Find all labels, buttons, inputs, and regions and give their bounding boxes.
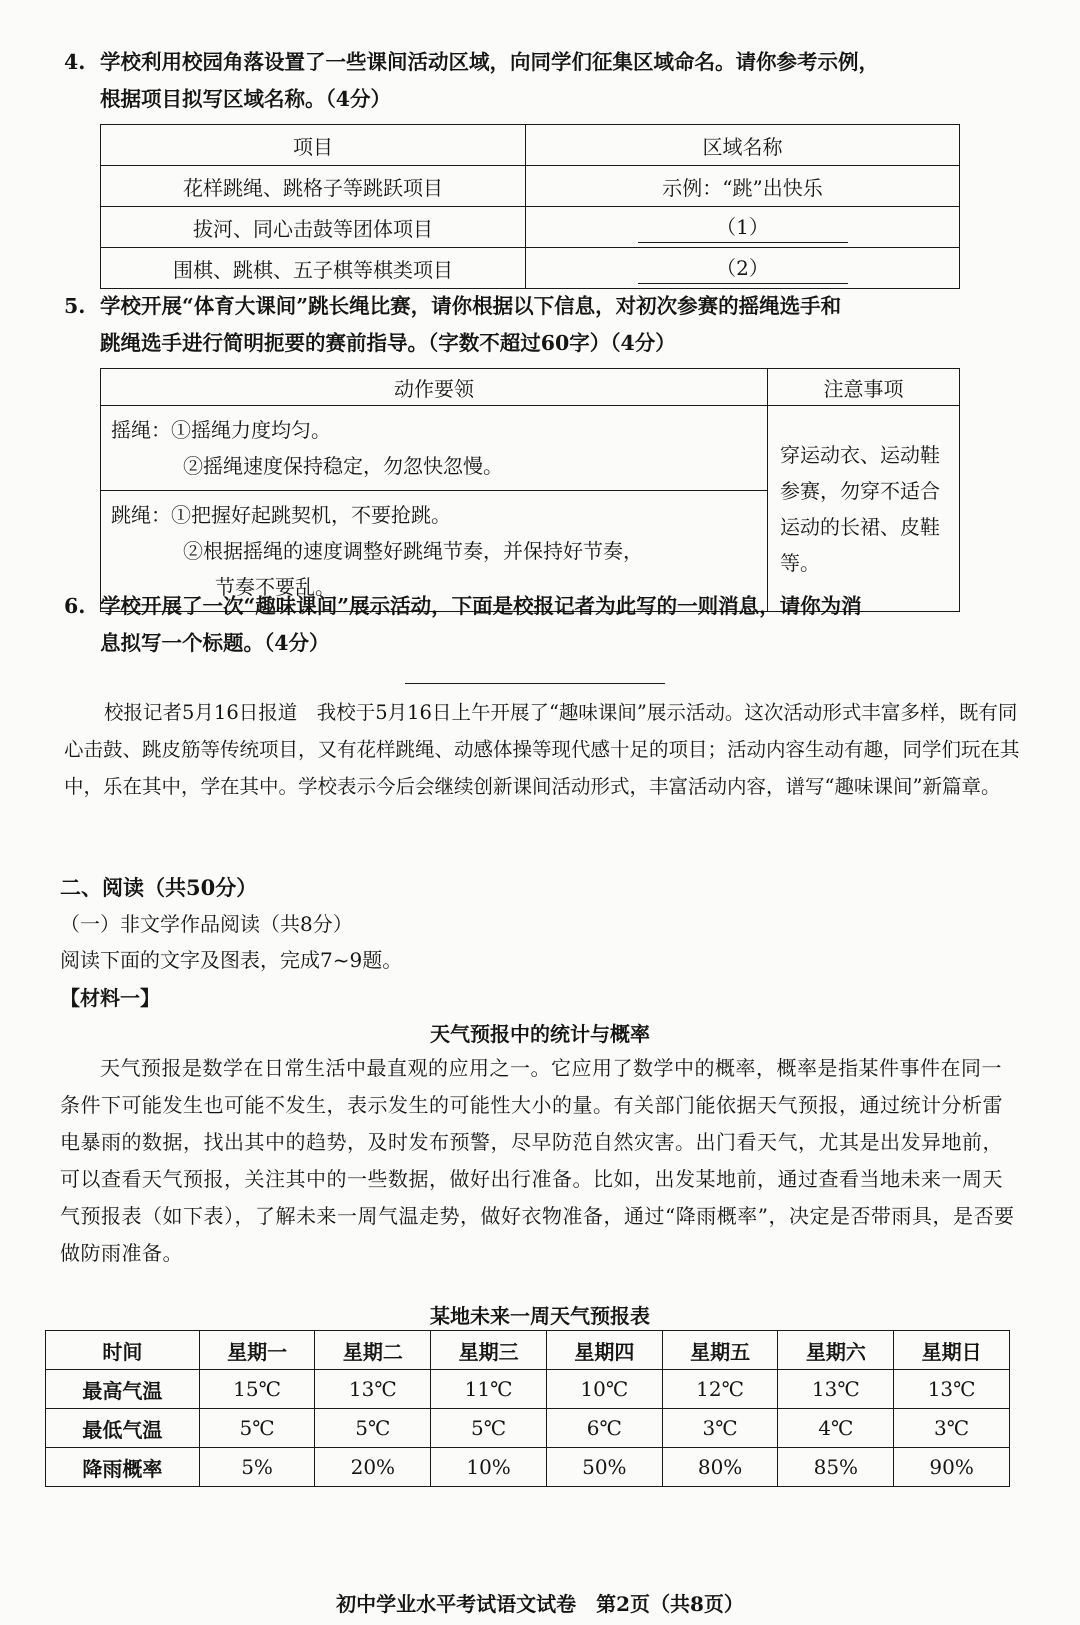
table-cell: 13℃ (778, 1370, 894, 1409)
table-header-row (46, 1331, 1010, 1370)
weather-forecast-table (45, 1330, 1010, 1487)
question-text-line1: 学校利用校园角落设置了一些课间活动区域，向同学们征集区域命名。请你参考示例， (100, 50, 879, 74)
table-header: 星期二 (315, 1331, 431, 1370)
table-header: 星期六 (778, 1331, 894, 1370)
table-cell: 示例：“跳”出快乐 (526, 166, 960, 207)
question-5 (64, 288, 1034, 362)
table-header: 时间 (46, 1331, 200, 1370)
table-cell: 拔河、同心击鼓等团体项目 (101, 207, 526, 248)
rope-jump-tips: 跳绳：①把握好起跳契机，不要抢跳。 ②根据摇绳的速度调整好跳绳节奏，并保持好节奏， 节奏不要乱。 (101, 491, 768, 612)
table-header: 注意事项 (768, 369, 960, 406)
table-cell: 4℃ (778, 1409, 894, 1448)
section-heading: 二、阅读（共50分） (60, 875, 258, 900)
news-article: 校报记者5月16日报道 我校于5月16日上午开展了“趣味课间”展示活动。这次活动形式丰富多样，既有同心击鼓、跳皮筋等传统项目，又有花样跳绳、动感体操等现代感十足的项目；活动内容生动有趣，同学们玩在其中，乐在其中，学在其中。学校表示今后会继续创新课间活动形式，丰富活动内容，谱写“趣味课间”新篇章。 (64, 701, 1020, 798)
page-footer: 初中学业水平考试语文试卷 第2页（共8页） (336, 1592, 744, 1616)
table-cell: 10℃ (546, 1370, 662, 1409)
table-cell: 85% (778, 1448, 894, 1487)
subsection-heading: （一）非文学作品阅读（共8分） (60, 912, 353, 936)
material-body: 天气预报是数学在日常生活中最直观的应用之一。它应用了数学中的概率，概率是指某件事件在同一条件下可能发生也可能不发生，表示发生的可能性大小的量。有关部门能依据天气预报，通过统计分析雷电暴雨的数据，找出其中的趋势，及时发布预警，尽早防范自然灾害。出门看天气，尤其是出发异地前，可以查看天气预报，关注其中的一些数据，做好出行准备。比如，出发某地前，通过查看当地未来一周天气预报表（如下表），了解未来一周气温走势，做好衣物准备，通过“降雨概率”，决定是否带雨具，是否要做防雨准备。 (60, 1056, 1015, 1265)
table-row (101, 248, 960, 289)
table-cell: 6℃ (546, 1409, 662, 1448)
table-cell: 11℃ (431, 1370, 547, 1409)
question-number: 4. (64, 50, 86, 74)
table-cell: 5% (199, 1448, 315, 1487)
reading-instruction: 阅读下面的文字及图表，完成7~9题。 (60, 948, 403, 972)
table-cell: 80% (662, 1448, 778, 1487)
notes-cell: 穿运动衣、运动鞋参赛，勿穿不适合运动的长裙、皮鞋等。 (768, 406, 960, 612)
table-row (101, 166, 960, 207)
table-cell: 5℃ (315, 1409, 431, 1448)
question-text-line1: 学校开展“体育大课间”跳长绳比赛，请你根据以下信息，对初次参赛的摇绳选手和 (100, 294, 842, 318)
table-header: 星期五 (662, 1331, 778, 1370)
table-cell: 3℃ (894, 1409, 1010, 1448)
row-label: 最高气温 (46, 1370, 200, 1409)
table-cell: 20% (315, 1448, 431, 1487)
rope-guidance-table (100, 368, 960, 612)
question-text-line1: 学校开展了一次“趣味课间”展示活动，下面是校报记者为此写的一则消息，请你为消 (100, 594, 862, 618)
table-cell: 5℃ (199, 1409, 315, 1448)
table-header: 星期三 (431, 1331, 547, 1370)
table-cell: 13℃ (315, 1370, 431, 1409)
table-row (46, 1409, 1010, 1448)
question-number: 6. (64, 594, 86, 618)
table-cell: 90% (894, 1448, 1010, 1487)
table-row (101, 406, 960, 491)
question-text-line2: 跳绳选手进行简明扼要的赛前指导。（字数不超过60字）（4分） (100, 331, 676, 355)
table-row (46, 1370, 1010, 1409)
table-cell: 12℃ (662, 1370, 778, 1409)
question-text-line2: 息拟写一个标题。（4分） (100, 631, 330, 655)
question-4 (64, 44, 1034, 118)
table-cell: 围棋、跳棋、五子棋等棋类项目 (101, 248, 526, 289)
table-cell: 10% (431, 1448, 547, 1487)
row-label: 最低气温 (46, 1409, 200, 1448)
table-header: 星期日 (894, 1331, 1010, 1370)
table-cell: 3℃ (662, 1409, 778, 1448)
answer-blank-1[interactable]: （1） (526, 207, 960, 248)
table-cell: 5℃ (431, 1409, 547, 1448)
row-label: 降雨概率 (46, 1448, 200, 1487)
table-header: 项目 (101, 125, 526, 166)
table-cell: 50% (546, 1448, 662, 1487)
table-cell: 13℃ (894, 1370, 1010, 1409)
question-text-line2: 根据项目拟写区域名称。（4分） (100, 87, 392, 111)
table-header: 动作要领 (101, 369, 768, 406)
table-header: 星期一 (199, 1331, 315, 1370)
table-row (101, 207, 960, 248)
table-header: 星期四 (546, 1331, 662, 1370)
table-row (46, 1448, 1010, 1487)
headline-answer-line[interactable] (405, 683, 665, 684)
forecast-table-title: 某地未来一周天气预报表 (430, 1304, 650, 1328)
table-cell: 15℃ (199, 1370, 315, 1409)
question-6 (64, 588, 1034, 662)
material-label: 【材料一】 (60, 986, 160, 1010)
table-header: 区域名称 (526, 125, 960, 166)
table-cell: 花样跳绳、跳格子等跳跃项目 (101, 166, 526, 207)
material-title: 天气预报中的统计与概率 (430, 1022, 650, 1046)
answer-blank-2[interactable]: （2） (526, 248, 960, 289)
area-naming-table (100, 124, 960, 289)
rope-swing-tips: 摇绳：①摇绳力度均匀。 ②摇绳速度保持稳定，勿忽快忽慢。 (101, 406, 768, 491)
question-number: 5. (64, 294, 86, 318)
